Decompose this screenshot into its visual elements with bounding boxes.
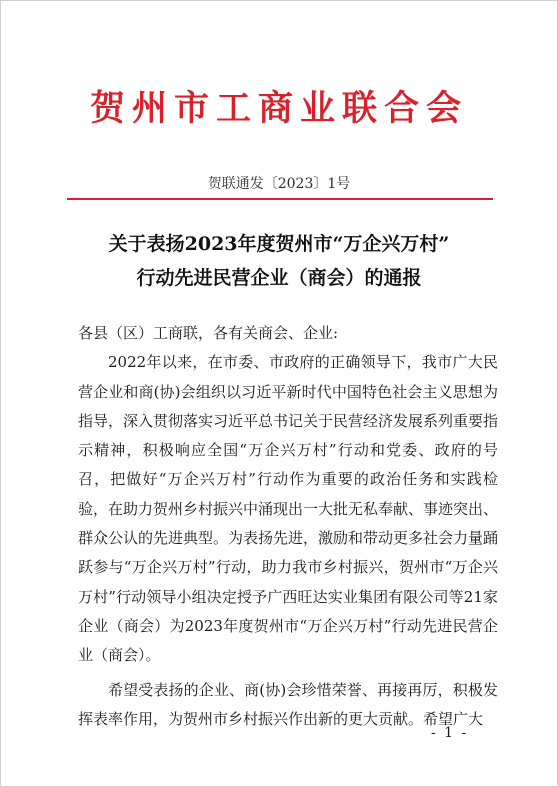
- salutation: 各县（区）工商联，各有关商会、企业:: [78, 324, 339, 342]
- notice-title-line-1: 关于表扬2023年度贺州市“万企兴万村”: [108, 233, 450, 255]
- page-number: - 1 -: [431, 725, 469, 741]
- body-paragraph-1: 2022年以来，在市委、市政府的正确领导下，我市广大民营企业和商(协)会组织以习近平新时代中国特色社会主义思想为指导，深入贯彻落实习近平总书记关于民营经济发展系列重要指示精神，积极响应全国“万企兴万村”行动和党委、政府的号召，把做好“万企兴万村”行动作为重要的政治任务和实践检验，在助力贺州乡村振兴中涌现出一大批无私奉献、事迹突出、群众公认的先进典型。为表扬先进，激励和带动更多社会力量踊跃参与“万企兴万村”行动，助力我市乡村振兴，贺州市“万企兴万村”行动领导小组决定授予广西旺达实业集团有限公司等21家企业（商会）为2023年度贺州市“万企兴万村”行动先进民营企业（商会）。: [78, 353, 499, 665]
- notice-title: [1, 227, 557, 295]
- red-separator-line: [67, 198, 493, 200]
- document-body: [78, 319, 498, 734]
- body-paragraph-2: 希望受表扬的企业、商(协)会珍惜荣誉、再接再厉，积极发挥表率作用，为贺州市乡村振兴作出新的更大贡献。希望广大: [78, 680, 498, 728]
- organization-title: 贺州市工商业联合会: [89, 88, 468, 129]
- document-number: 贺联通发〔2023〕1号: [207, 176, 351, 192]
- notice-title-line-2: 行动先进民营企业（商会）的通报: [136, 267, 422, 289]
